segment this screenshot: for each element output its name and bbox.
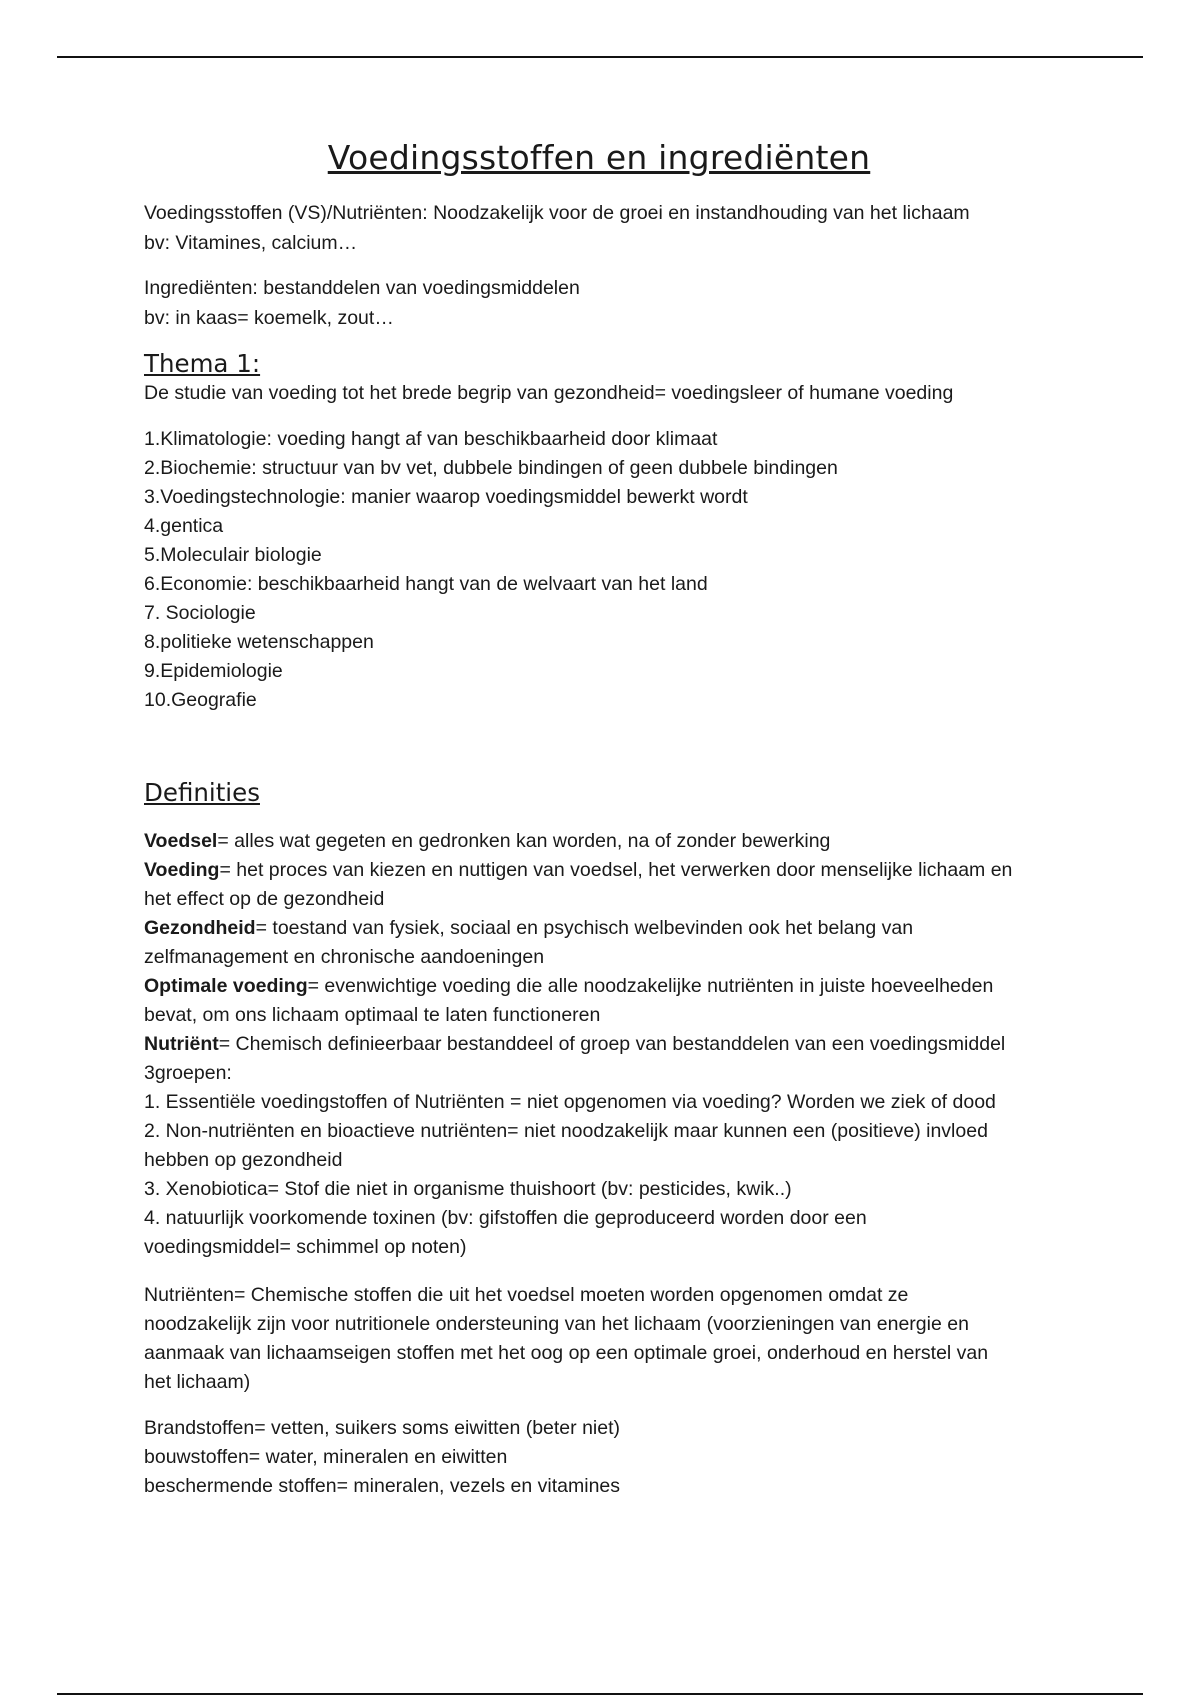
definition-text: = Chemisch definieerbaar bestanddeel of groep van bestanddelen van een voedingsmiddel <box>218 1033 1006 1055</box>
definition-voeding <box>144 858 1012 882</box>
stoffen-line: Brandstoffen= vetten, suikers soms eiwitten (beter niet) <box>144 1417 620 1439</box>
top-rule <box>57 56 1143 58</box>
list-item: 9.Epidemiologie <box>144 660 283 682</box>
stoffen-line: beschermende stoffen= mineralen, vezels en vitamines <box>144 1475 621 1497</box>
groep-item-continuation: voedingsmiddel= schimmel op noten) <box>144 1236 467 1258</box>
list-item: 5.Moleculair biologie <box>144 544 322 566</box>
definities-heading: Definities <box>144 778 260 807</box>
definition-text: = het proces van kiezen en nuttigen van voedsel, het verwerken door menselijke lichaam en <box>219 859 1013 881</box>
groep-item: 3. Xenobiotica= Stof die niet in organisme thuishoort (bv: pesticides, kwik..) <box>144 1178 792 1200</box>
thema-description: De studie van voeding tot het brede begrip van gezondheid= voedingsleer of humane voeding <box>144 382 954 404</box>
intro-ingr-line: Ingrediënten: bestanddelen van voedingsmiddelen <box>144 277 580 299</box>
definition-text: = evenwichtige voeding die alle noodzakelijke nutriënten in juiste hoeveelheden <box>307 975 994 997</box>
thema-heading: Thema 1: <box>144 349 261 378</box>
definition-text: = alles wat gegeten en gedronken kan worden, na of zonder bewerking <box>217 830 831 852</box>
list-item: 7. Sociologie <box>144 602 256 624</box>
list-item: 2.Biochemie: structuur van bv vet, dubbele bindingen of geen dubbele bindingen <box>144 457 838 479</box>
nutrienten-paragraph-line: noodzakelijk zijn voor nutritionele ondersteuning van het lichaam (voorzieningen van energie en <box>144 1313 969 1335</box>
groepen-intro: 3groepen: <box>144 1062 232 1084</box>
list-item: 3.Voedingstechnologie: manier waarop voedingsmiddel bewerkt wordt <box>144 486 748 508</box>
definition-continuation: bevat, om ons lichaam optimaal te laten functioneren <box>144 1004 601 1026</box>
list-item: 1.Klimatologie: voeding hangt af van beschikbaarheid door klimaat <box>144 428 718 450</box>
groep-item: 2. Non-nutriënten en bioactieve nutriënten= niet noodzakelijk maar kunnen een (positieve) invloed <box>144 1120 988 1142</box>
nutrienten-paragraph-line: aanmaak van lichaamseigen stoffen met het oog op een optimale groei, onderhoud en herstel van <box>144 1342 989 1364</box>
intro-ingr-example: bv: in kaas= koemelk, zout… <box>144 307 394 329</box>
term: Gezondheid <box>144 917 256 939</box>
definition-text: = toestand van fysiek, sociaal en psychisch welbevinden ook het belang van <box>255 917 914 939</box>
nutrienten-paragraph-line: Nutriënten= Chemische stoffen die uit het voedsel moeten worden opgenomen omdat ze <box>144 1284 909 1306</box>
list-item: 10.Geografie <box>144 689 257 711</box>
document-title: Voedingsstoffen en ingrediënten <box>327 138 871 177</box>
intro-vs-line: Voedingsstoffen (VS)/Nutriënten: Noodzakelijk voor de groei en instandhouding van het lichaam <box>144 202 970 224</box>
term: Voeding <box>144 859 220 881</box>
definition-continuation: zelfmanagement en chronische aandoeningen <box>144 946 545 968</box>
groep-item: 1. Essentiële voedingstoffen of Nutriënten = niet opgenomen via voeding? Worden we ziek of dood <box>144 1091 996 1113</box>
definition-continuation: het effect op de gezondheid <box>144 888 385 910</box>
term: Nutriënt <box>144 1033 219 1055</box>
intro-vs-example: bv: Vitamines, calcium… <box>144 232 358 254</box>
definition-voedsel <box>144 829 830 853</box>
stoffen-line: bouwstoffen= water, mineralen en eiwitten <box>144 1446 508 1468</box>
term: Optimale voeding <box>144 975 308 997</box>
groep-item-continuation: hebben op gezondheid <box>144 1149 343 1171</box>
list-item: 8.politieke wetenschappen <box>144 631 374 653</box>
definition-optimale-voeding <box>144 974 993 998</box>
definition-nutrient <box>144 1032 1005 1056</box>
bottom-rule <box>57 1693 1143 1695</box>
list-item: 4.gentica <box>144 515 224 537</box>
list-item: 6.Economie: beschikbaarheid hangt van de welvaart van het land <box>144 573 708 595</box>
nutrienten-paragraph-line: het lichaam) <box>144 1371 251 1393</box>
term: Voedsel <box>144 830 218 852</box>
definition-gezondheid <box>144 916 913 940</box>
groep-item: 4. natuurlijk voorkomende toxinen (bv: gifstoffen die geproduceerd worden door een <box>144 1207 867 1229</box>
